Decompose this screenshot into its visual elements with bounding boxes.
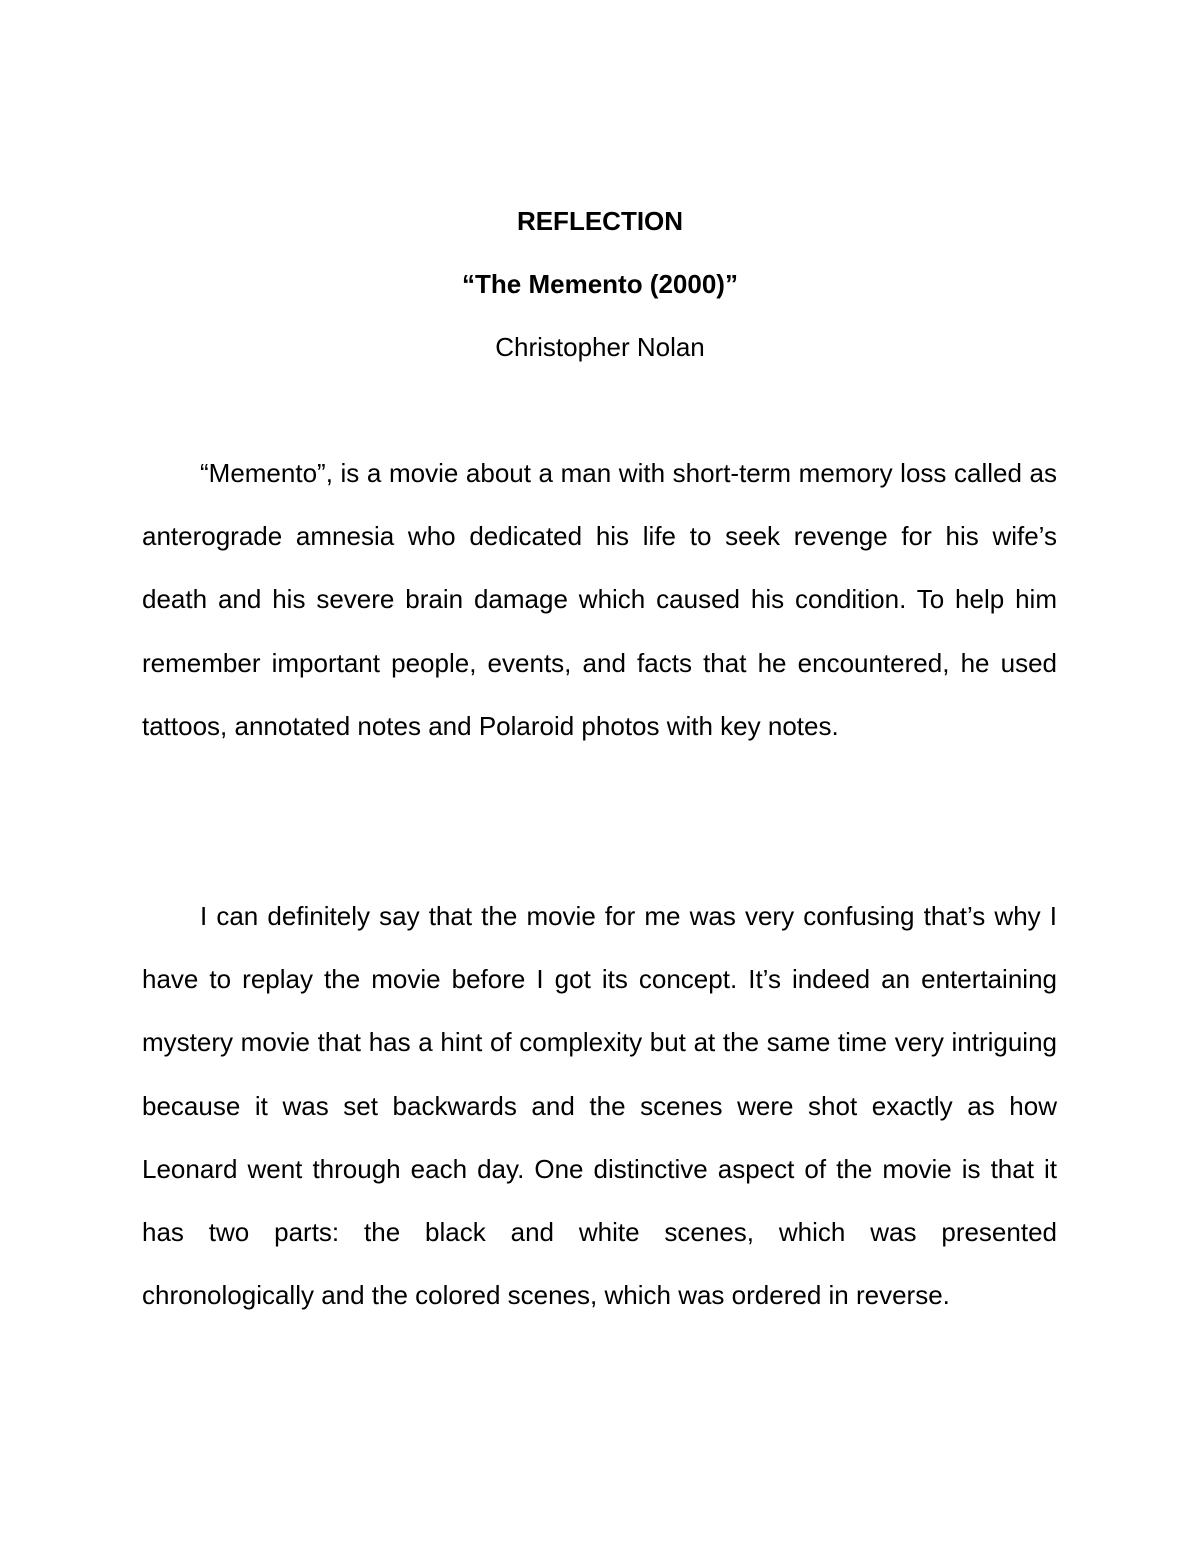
film-title: “The Memento (2000)” — [462, 269, 738, 299]
paragraph-1: “Memento”, is a movie about a man with short-term memory loss called as anterograde amnesia who dedicated his life to seek revenge for his wife’s death and his severe brain damage which caused his condition. To help him remember important people, events, and facts that he encountered, he used tattoos, annotated notes and Polaroid photos with key notes. — [142, 458, 1057, 741]
document-heading: REFLECTION — [516, 206, 684, 236]
paragraph-2: I can definitely say that the movie for me was very confusing that’s why I have to replay the movie before I got its concept. It’s indeed an entertaining mystery movie that has a hint of complexity but at the same time very intriguing because it was set backwards and the scenes were shot exactly as how Leonard went through each day. One distinctive aspect of the movie is that it has two parts: the black and white scenes, which was presented chronologically and the colored scenes, which was ordered in reverse. — [142, 901, 1057, 1311]
director-name: Christopher Nolan — [495, 332, 705, 362]
